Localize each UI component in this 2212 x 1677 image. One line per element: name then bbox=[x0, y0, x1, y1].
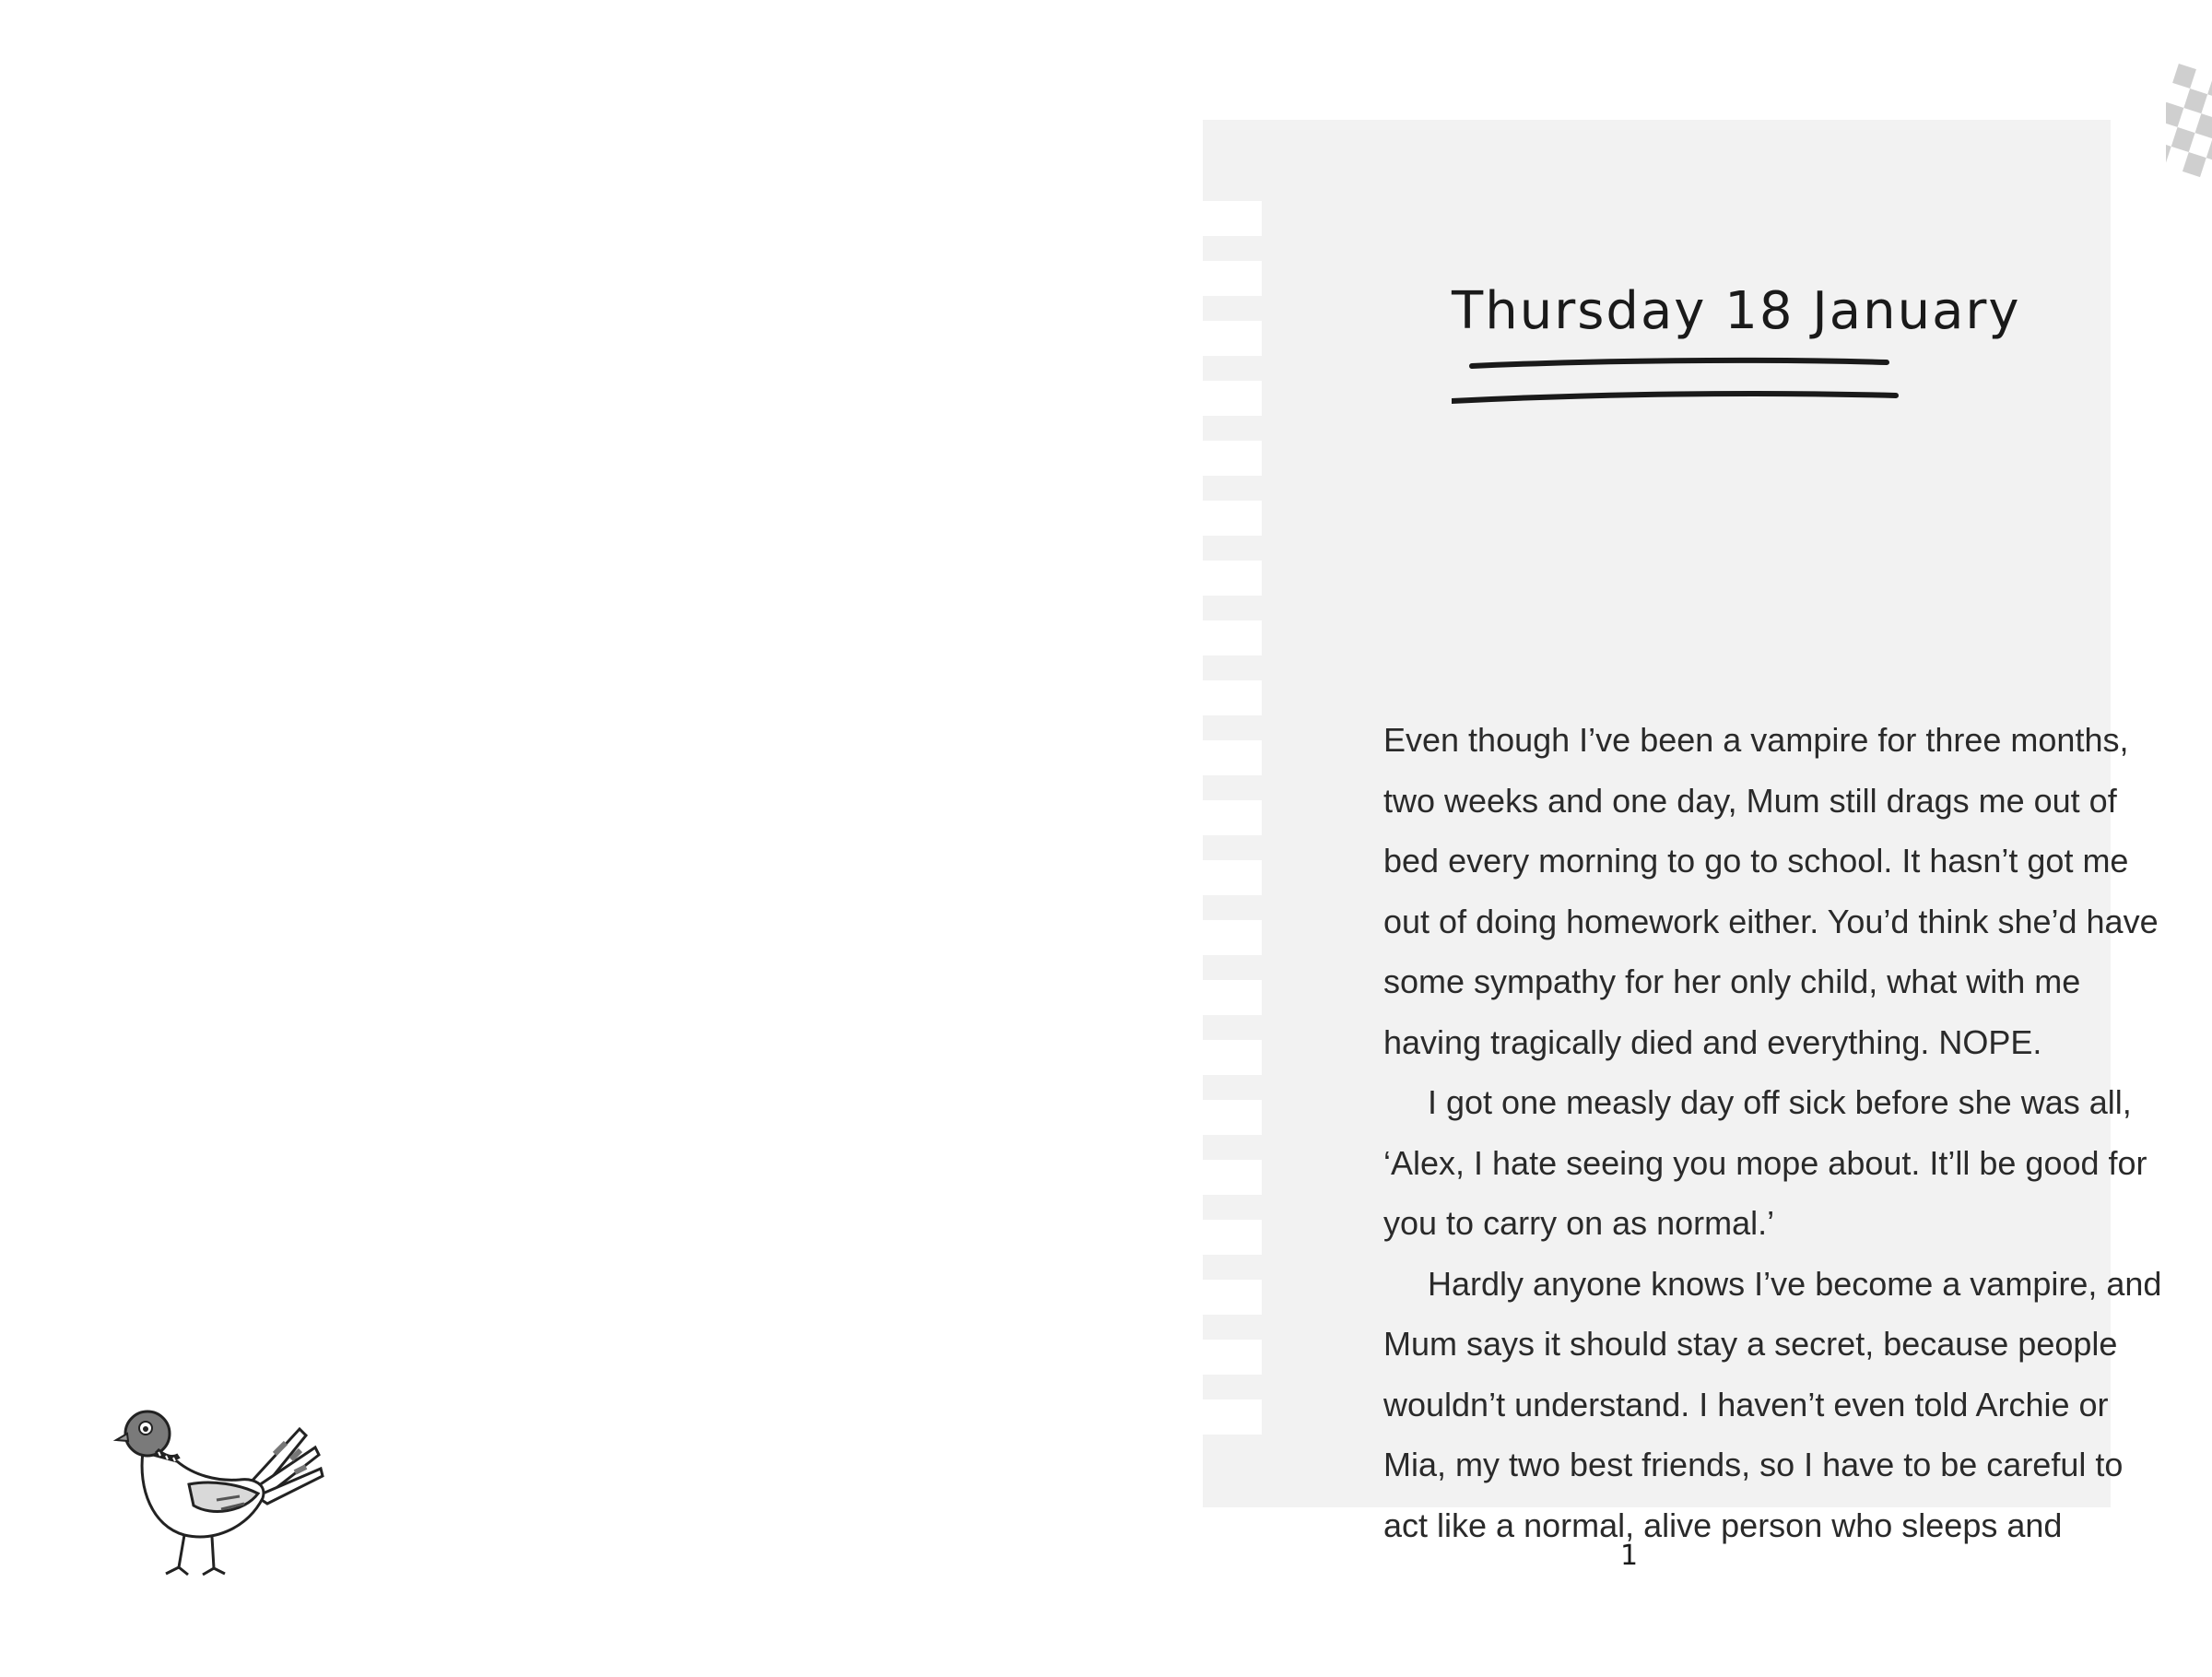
paragraph: I got one measly day off sick before she was all, ‘Alex, I hate seeing you mope about. It’ll be good for you to carry on as normal.’ bbox=[1383, 1083, 2147, 1242]
entry-title: Thursday 18 January bbox=[1452, 281, 2021, 341]
right-page bbox=[1106, 0, 2212, 1677]
paragraph: Hardly anyone knows I’ve become a vampire, and Mum says it should stay a secret, because people wouldn’t understand. I haven’t even told Archie or Mia, my two best friends, so I have to be careful to act like a normal, alive person who sleeps and bbox=[1383, 1264, 2162, 1544]
notebook-paper bbox=[1203, 120, 2162, 1544]
paragraph: Even though I’ve been a vampire for three months, two weeks and one day, Mum still drags me out of bed every morning to go to school. It hasn’t got me out of doing homework either. You’d think she’d have some sympathy for her only child, what with me having tragically died and everything. NOPE. bbox=[1383, 721, 2159, 1061]
page-number: 1 bbox=[1620, 1540, 1639, 1572]
spiral-binding bbox=[1203, 201, 1262, 1455]
title-underline bbox=[1452, 355, 1931, 429]
checkered-tape-icon bbox=[2166, 55, 2212, 240]
entry-body bbox=[1383, 710, 2176, 1555]
pigeon-icon bbox=[111, 1397, 332, 1590]
